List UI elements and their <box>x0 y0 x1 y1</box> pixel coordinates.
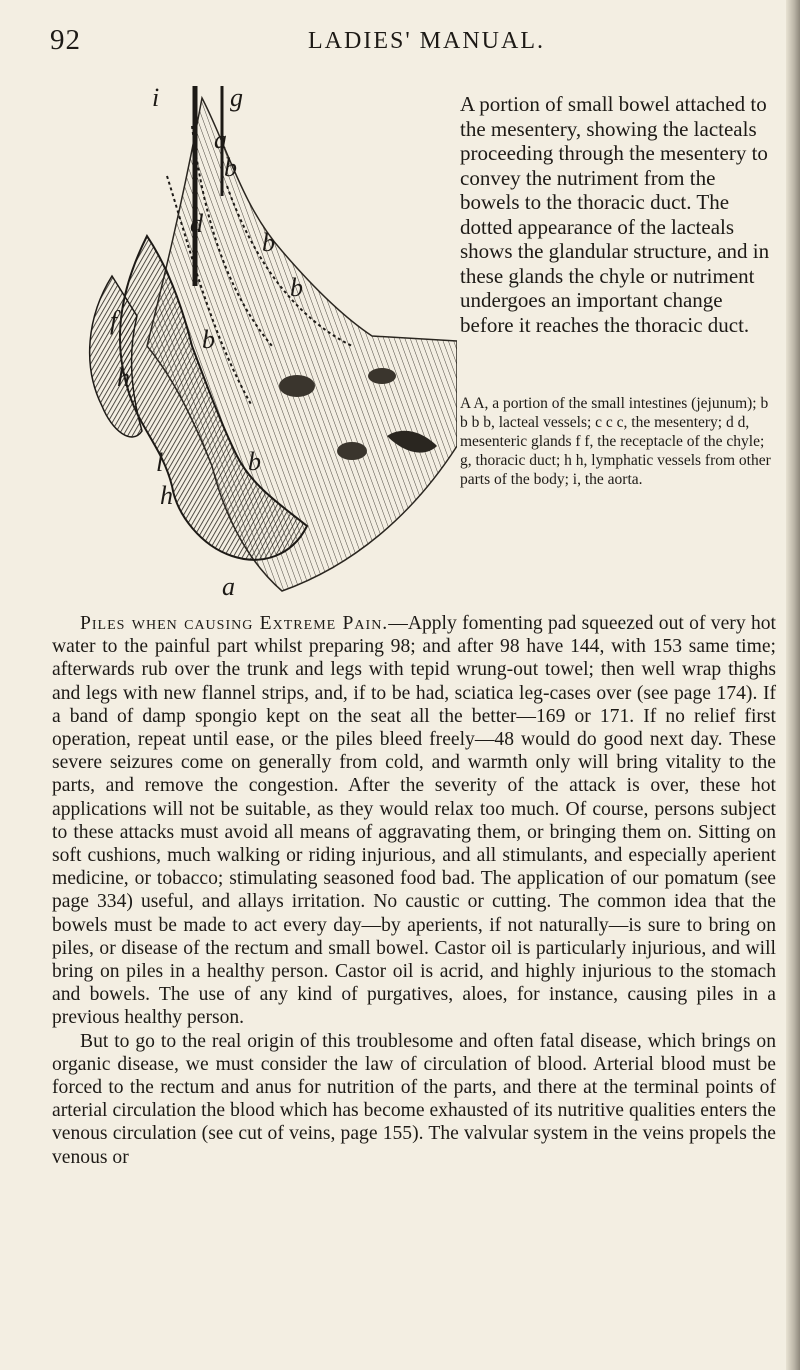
figure-label-b: b <box>248 447 261 476</box>
figure-caption: A portion of small bowel attached to the mesentery, showing the lacteals proceeding through the mesentery to convey the nutriment from the bowels to the thoracic duct. The dotted appearance of the lacteals shows the glandular structure, and in these glands the chyle or nutriment undergoes an important change before it reaches the thoracic duct. <box>460 92 770 337</box>
mesenteric-gland <box>368 368 396 384</box>
bowel-illustration <box>52 86 457 606</box>
figure-label-f: f <box>110 306 118 335</box>
figure-label-h: h <box>117 363 130 392</box>
page-number: 92 <box>50 24 81 56</box>
figure-label-i: i <box>152 86 160 112</box>
figure-legend: A A, a portion of the small intestines (jejunum); b b b b, lacteal vessels; c c c, the mesentery; d d, mesenteric glands f f, the receptacle of the chyle; g, thoracic duct; h h, lymphatic vessels from other parts of the body; i, the aorta. <box>460 395 771 488</box>
figure-label-b: b <box>202 325 215 354</box>
figure-label-l: l <box>156 448 164 477</box>
page-edge <box>786 0 800 1370</box>
figure-label-b: b <box>262 228 275 257</box>
figure-label-g: g <box>230 86 243 112</box>
figure-label-a: a <box>214 125 227 154</box>
page-header <box>50 24 750 64</box>
paragraph-text: —Apply fomenting pad squeezed out of very hot water to the painful part whilst preparing 98; and after 98 have 144, with 153 same time; afterwards rub over the trunk and legs with tepid wrung-out towel; then well wrap thighs and legs with new flannel strips, and, if to be had, sciatica leg-cases over (see page 174). If a band of damp spongio kept on the seat all the better—169 or 171. If no relief first operation, repeat until ease, or the piles bleed freely—48 would do good next day. These severe seizures come on generally from cold, and warmth only will bring vitality to the parts, and remove the congestion. After the severity of the attack is over, these hot applications will not be suitable, as they would relax too much. Of course, persons subject to these attacks must avoid all means of aggravating them, or bringing them on. Sitting on soft cushions, much walking or riding injurious, and all stimulants, and especially aperient medicine, or tobacco; stimulating seasoned food bad. The application of our pomatum (see page 334) useful, and allays irritation. No caustic or cutting. The common idea that the bowels must be made to act every day—by aperients, if not naturally—is sure to bring on piles, or disease of the rectum and small bowel. Castor oil is particularly injurious, and will bring on piles in a healthy person. Castor oil is acrid, and highly injurious to the stomach and bowels. The use of any kind of purgatives, aloes, for instance, causing piles in a previous healthy person. <box>52 613 776 1029</box>
article-body <box>52 612 776 1169</box>
figure-label-d: d <box>190 209 203 238</box>
paragraph <box>52 612 776 1030</box>
figure-label-h: h <box>160 481 173 510</box>
section-heading: Piles when causing Extreme Pain. <box>80 613 389 634</box>
running-head: LADIES' MANUAL. <box>308 28 545 54</box>
figure-label-b: a <box>222 572 235 601</box>
mesenteric-gland <box>279 375 315 397</box>
figure-label-b: b <box>290 273 303 302</box>
paragraph: But to go to the real origin of this troublesome and often fatal disease, which brings on organic disease, we must consider the law of circulation of blood. Arterial blood must be forced to the rectum and anus for nutrition of the parts, and there at the terminal points of arterial circulation the blood which has become exhausted of its nutritive qualities enters the venous circulation (see cut of veins, page 155). The valvular system in the veins propels the venous or <box>52 1030 776 1168</box>
figure-label-b: b <box>224 153 237 182</box>
mesenteric-gland <box>337 442 367 460</box>
bowel-engraving <box>52 86 457 606</box>
